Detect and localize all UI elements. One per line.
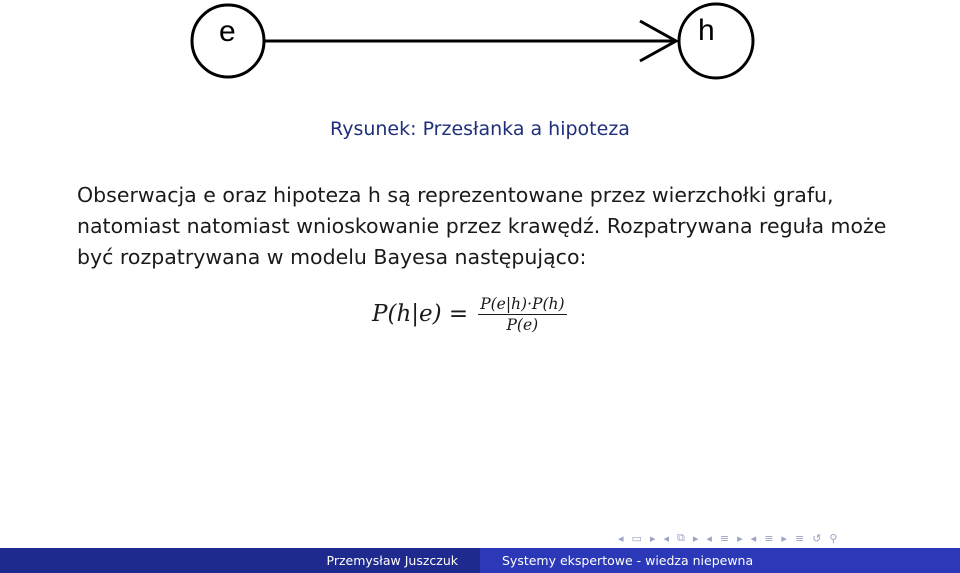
nav-next-subsection-icon[interactable]: ▸ — [692, 531, 699, 545]
nav-next-part-icon[interactable]: ▸ — [781, 531, 787, 545]
node-h — [679, 4, 753, 78]
node-e-label: e — [219, 15, 236, 48]
nav-next-section-icon[interactable]: ▸ — [737, 531, 743, 545]
nav-prev-subsection-icon[interactable]: ◂ — [663, 531, 669, 545]
formula-numerator: P(e|h)·P(h) — [480, 294, 565, 313]
body-paragraph: Obserwacja e oraz hipoteza h są reprezentowane przez wierzchołki grafu, natomiast natomiast wnioskowanie przez krawędź. Rozpatrywana reguła może być rozpatrywana w modelu Bayesa następująco: — [77, 183, 887, 269]
beamer-navigation — [618, 530, 954, 546]
formula-lhs: P(h|e) = — [372, 301, 469, 327]
graph-diagram — [0, 0, 960, 100]
caption-prefix: Rysunek: — [330, 118, 417, 140]
formula-fraction — [478, 295, 566, 334]
presentation-icon[interactable]: ≡ — [764, 531, 774, 545]
subsection-icon[interactable]: ⧉ — [677, 531, 685, 544]
caption-text: Przesłanka a hipoteza — [422, 118, 630, 140]
footer-bar — [0, 548, 960, 573]
toc-icon[interactable]: ≡ — [794, 531, 805, 545]
formula-denominator: P(e) — [506, 315, 539, 334]
nav-next-frame-icon[interactable]: ▸ — [649, 531, 656, 545]
footer-author: Przemysław Juszczuk — [0, 548, 480, 573]
footer-title: Systemy ekspertowe - wiedza niepewna — [480, 548, 960, 573]
bayes-formula — [372, 289, 567, 339]
node-h-label: h — [698, 14, 715, 47]
frame-icon[interactable]: ▭ — [631, 531, 642, 545]
undo-icon[interactable]: ↺ — [812, 531, 822, 545]
nav-prev-frame-icon[interactable]: ◂ — [618, 531, 624, 545]
section-icon[interactable]: ≡ — [719, 531, 730, 545]
nav-prev-part-icon[interactable]: ◂ — [750, 531, 757, 545]
figure-caption — [0, 118, 960, 140]
nav-prev-section-icon[interactable]: ◂ — [706, 531, 712, 545]
search-icon[interactable]: ⚲ — [829, 531, 838, 545]
